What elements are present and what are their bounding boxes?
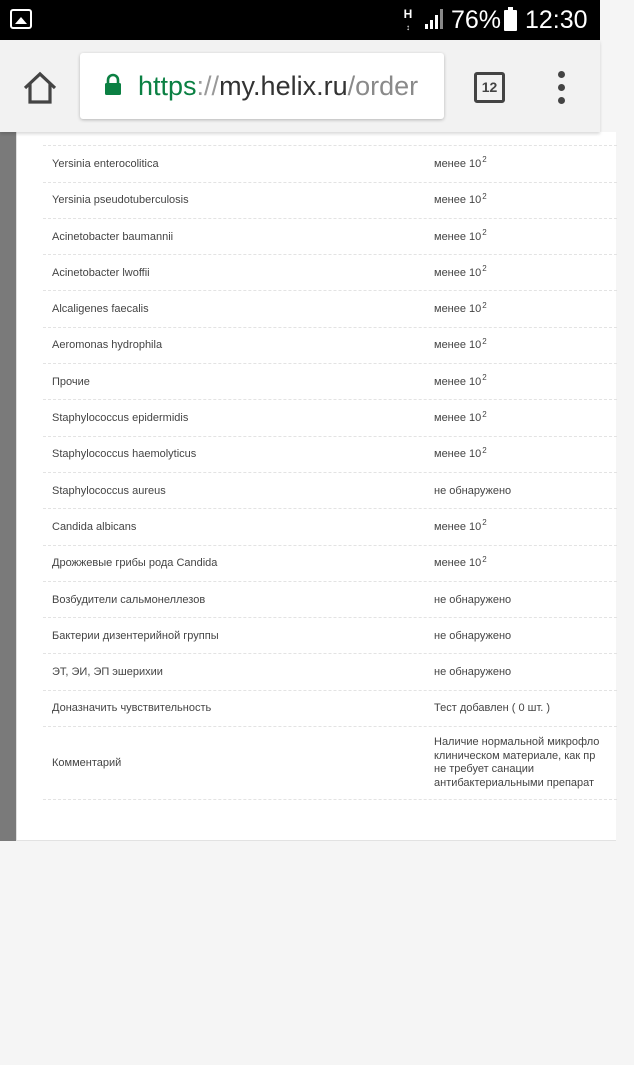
result-value bbox=[434, 546, 487, 581]
result-exponent: 2 bbox=[482, 300, 487, 310]
result-exponent: 2 bbox=[482, 409, 487, 419]
table-row bbox=[43, 291, 617, 327]
result-value bbox=[434, 364, 487, 399]
table-row bbox=[43, 219, 617, 255]
table-row bbox=[43, 582, 617, 618]
analyte-name: Прочие bbox=[52, 375, 90, 388]
url-host: my.helix.ru bbox=[219, 71, 348, 101]
result-value bbox=[434, 509, 487, 544]
result-exponent: 2 bbox=[482, 373, 487, 383]
gallery-icon bbox=[10, 9, 32, 29]
table-row bbox=[43, 473, 617, 509]
url-separator: :// bbox=[196, 71, 220, 101]
result-exponent: 2 bbox=[482, 518, 487, 528]
result-exponent: 2 bbox=[482, 336, 487, 346]
result-value bbox=[434, 654, 511, 689]
table-row bbox=[43, 618, 617, 654]
result-exponent: 2 bbox=[482, 191, 487, 201]
analyte-name: Возбудители сальмонеллезов bbox=[52, 593, 206, 606]
result-value bbox=[434, 400, 487, 435]
table-row bbox=[43, 328, 617, 364]
result-exponent: 2 bbox=[482, 228, 487, 238]
results-table bbox=[43, 110, 617, 800]
comment-line: не требует санации bbox=[434, 763, 535, 776]
signal-icon bbox=[424, 8, 446, 30]
table-row bbox=[43, 255, 617, 291]
result-value-text: не обнаружено bbox=[434, 629, 512, 642]
analyte-name: Staphylococcus aureus bbox=[52, 484, 166, 497]
table-row bbox=[43, 654, 617, 690]
analyte-name: Доназначить чувствительность bbox=[52, 702, 212, 715]
result-value-text: менее 10 bbox=[434, 448, 482, 461]
result-value bbox=[434, 691, 550, 726]
result-value-text: менее 10 bbox=[434, 412, 482, 425]
analyte-name: Alcaligenes faecalis bbox=[52, 303, 149, 316]
url-text bbox=[138, 69, 418, 103]
table-row bbox=[43, 691, 617, 727]
table-row bbox=[43, 364, 617, 400]
result-value bbox=[434, 437, 487, 472]
result-value bbox=[434, 328, 487, 363]
result-exponent: 2 bbox=[482, 264, 487, 274]
result-value bbox=[434, 146, 487, 181]
url-path: /order bbox=[347, 71, 419, 101]
analyte-name: Aeromonas hydrophila bbox=[52, 339, 163, 352]
result-value bbox=[434, 183, 487, 218]
comment-line: клиническом материале, как пр bbox=[434, 749, 596, 762]
table-row bbox=[43, 400, 617, 436]
analyte-name: Staphylococcus epidermidis bbox=[52, 412, 189, 425]
result-value bbox=[434, 255, 487, 290]
result-value-text: менее 10 bbox=[434, 266, 482, 279]
result-value-text: менее 10 bbox=[434, 157, 482, 170]
result-value-text: Тест добавлен ( 0 шт. ) bbox=[434, 702, 551, 715]
page-side-strip bbox=[0, 132, 16, 841]
home-icon[interactable] bbox=[20, 68, 60, 108]
result-value-text: менее 10 bbox=[434, 520, 482, 533]
result-value-text: менее 10 bbox=[434, 303, 482, 316]
tab-switcher-button[interactable]: 12 bbox=[474, 72, 505, 103]
result-value-text: не обнаружено bbox=[434, 666, 512, 679]
analyte-name: Yersinia pseudotuberculosis bbox=[52, 194, 189, 207]
browser-toolbar bbox=[0, 40, 600, 132]
comment-text bbox=[434, 736, 634, 790]
analyte-name: Yersinia enterocolitica bbox=[52, 157, 159, 170]
analyte-name: ЭТ, ЭИ, ЭП эшерихии bbox=[52, 666, 163, 679]
result-value bbox=[434, 291, 487, 326]
table-row bbox=[43, 437, 617, 473]
result-value-text: менее 10 bbox=[434, 194, 482, 207]
battery-icon bbox=[504, 10, 517, 31]
result-exponent: 2 bbox=[482, 554, 487, 564]
battery-percent: 76% bbox=[451, 6, 502, 34]
table-row bbox=[43, 509, 617, 545]
result-value bbox=[434, 582, 511, 617]
result-exponent: 2 bbox=[482, 445, 487, 455]
comment-line: Наличие нормальной микрофло bbox=[434, 736, 600, 749]
analyte-name: Дрожжевые грибы рода Candida bbox=[52, 557, 218, 570]
network-icon: H ↕ bbox=[403, 7, 413, 32]
clock: 12:30 bbox=[525, 6, 588, 34]
result-value-text: менее 10 bbox=[434, 230, 482, 243]
results-card bbox=[16, 132, 616, 841]
result-value bbox=[434, 219, 487, 254]
result-value bbox=[434, 618, 511, 653]
url-bar[interactable] bbox=[80, 53, 444, 119]
analyte-name: Acinetobacter lwoffii bbox=[52, 266, 150, 279]
url-scheme: https bbox=[138, 71, 197, 101]
analyte-name: Candida albicans bbox=[52, 520, 137, 533]
analyte-name: Acinetobacter baumannii bbox=[52, 230, 174, 243]
analyte-name: Staphylococcus haemolyticus bbox=[52, 448, 197, 461]
result-value bbox=[434, 473, 511, 508]
comment-line: антибактериальными препарат bbox=[434, 776, 595, 789]
comment-row bbox=[43, 727, 617, 800]
result-value-text: менее 10 bbox=[434, 557, 482, 570]
result-value-text: менее 10 bbox=[434, 339, 482, 352]
result-value-text: не обнаружено bbox=[434, 593, 512, 606]
lock-icon bbox=[104, 74, 122, 96]
overflow-menu-icon[interactable] bbox=[549, 71, 573, 105]
result-value-text: менее 10 bbox=[434, 375, 482, 388]
table-row bbox=[43, 546, 617, 582]
table-row bbox=[43, 146, 617, 182]
table-row bbox=[43, 183, 617, 219]
comment-label: Комментарий bbox=[52, 757, 122, 770]
result-value-text: не обнаружено bbox=[434, 484, 512, 497]
result-exponent: 2 bbox=[482, 155, 487, 165]
analyte-name: Бактерии дизентерийной группы bbox=[52, 629, 219, 642]
status-bar bbox=[0, 0, 600, 40]
